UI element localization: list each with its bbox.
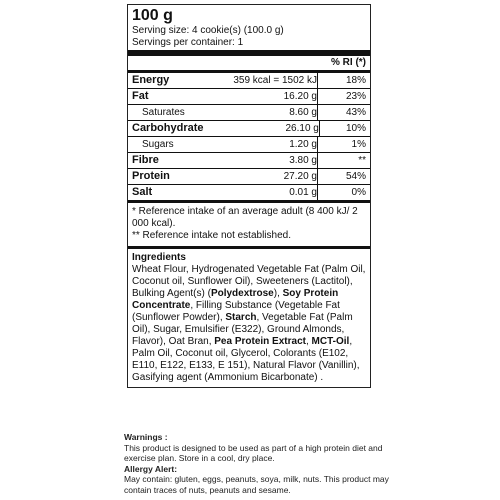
label-title: 100 g (132, 7, 173, 24)
nutrition-label (127, 4, 371, 388)
ingredients-heading: Ingredients (128, 246, 370, 264)
serving-size: Serving size: 4 cookie(s) (100.0 g) (132, 25, 284, 36)
nutrient-name: Saturates (142, 107, 185, 118)
nutrient-row-salt (128, 184, 370, 200)
nutrient-amount: 27.20 g (283, 171, 317, 182)
nutrient-name: Salt (132, 186, 153, 198)
nutrient-amount: 16.20 g (283, 91, 317, 102)
reference-note: * Reference intake of an average adult (8 400 kJ/ 2 000 kcal). (132, 206, 358, 229)
nutrient-row-carbohydrate (128, 120, 370, 136)
nutrient-ri: 43% (317, 105, 366, 120)
reference-note-not-established: ** Reference intake not established. (132, 230, 291, 241)
nutrient-ri: 54% (317, 169, 366, 184)
nutrient-ri: 0% (317, 185, 366, 200)
nutrient-amount: 26.10 g (285, 123, 319, 134)
allergen-highlight: MCT-Oil (311, 336, 350, 347)
warnings-heading: Warnings : (124, 432, 168, 442)
servings-per-container: Servings per container: 1 (132, 37, 244, 48)
nutrient-name: Energy (132, 74, 170, 86)
nutrient-name: Carbohydrate (132, 122, 204, 134)
nutrient-name: Fibre (132, 154, 159, 166)
ingredients-text: Wheat Flour, Hydrogenated Vegetable Fat (Palm Oil, Coconut oil, Sunflower Oil), Sweeteners (Lactitol), Bulking Agent(s) (Polydextrose), Soy Protein Concentrate, Filling Substance (Vegetable Fat (Sunflower Powder), Starch, Vegetable Fat (Palm Oil), Sugar, Emulsifier (E322), Ground Almonds, Flavor), Oat Bran, Pea Protein Extract, MCT-Oil, Palm Oil, Coconut oil, Glycerol, Colorants (E102, E110, E122, E133, E 151), Natural Flavor (Vanillin), Gasifying agent (Ammonium Bicarbonate) . (132, 264, 366, 383)
ri-header: % RI (*) (331, 57, 366, 68)
allergy-heading: Allergy Alert: (124, 463, 178, 474)
allergen-highlight: Pea Protein Extract (214, 336, 306, 347)
nutrient-ri: 10% (319, 121, 366, 136)
allergen-highlight: Starch (225, 312, 257, 323)
allergen-highlight: Soy Protein Concentrate (132, 288, 339, 311)
nutrient-amount: 359 kcal = 1502 kJ (233, 75, 317, 86)
nutrient-row-sugars (128, 136, 370, 152)
nutrient-ri: ** (317, 153, 366, 168)
nutrient-amount: 1.20 g (289, 139, 317, 150)
allergy-text: May contain: gluten, eggs, peanuts, soya, milk, nuts. This product may contain traces of nuts, peanuts and sesame. (124, 474, 389, 495)
nutrient-amount: 8.60 g (289, 107, 317, 118)
nutrient-amount: 3.80 g (289, 155, 317, 166)
nutrient-ri: 23% (317, 89, 366, 104)
reference-notes (128, 200, 370, 244)
nutrient-row-energy (128, 73, 370, 88)
nutrient-row-fat (128, 88, 370, 104)
nutrient-name: Protein (132, 170, 170, 182)
nutrient-row-saturates (128, 104, 370, 120)
allergen-highlight: Polydextrose (210, 288, 274, 299)
warnings-section (124, 432, 394, 495)
nutrient-amount: 0.01 g (289, 187, 317, 198)
nutrient-ri: 1% (317, 137, 366, 152)
warnings-text: This product is designed to be used as part of a high protein diet and exercise plan. Store in a cool, dry place. (124, 442, 383, 463)
nutrient-name: Fat (132, 90, 149, 102)
nutrient-name: Sugars (142, 139, 174, 150)
nutrient-ri: 18% (317, 73, 366, 88)
nutrient-row-fibre (128, 152, 370, 168)
nutrient-row-protein (128, 168, 370, 184)
